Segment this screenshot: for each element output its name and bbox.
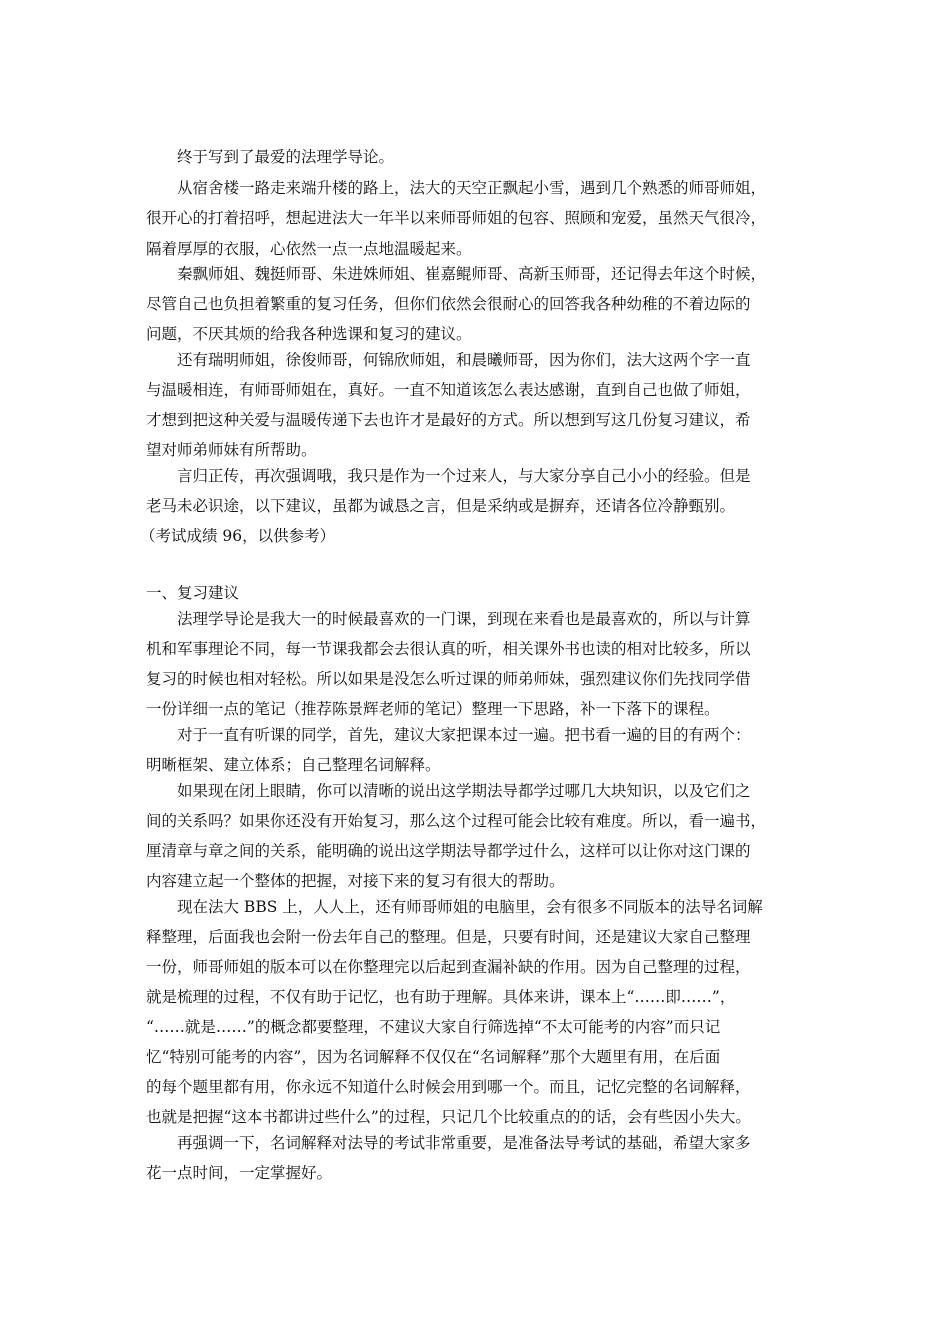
text-line: 一份，师哥师姐的版本可以在你整理完以后起到查漏补缺的作用。因为自己整理的过程， (146, 958, 751, 976)
text-line: 一份详细一点的笔记（推荐陈景辉老师的笔记）整理一下思路，补一下落下的课程。 (146, 700, 720, 718)
text-line: 忆“特别可能考的内容”，因为名词解释不仅仅在“名词解释”那个大题里有用，在后面 (146, 1048, 721, 1066)
text-line: （考试成绩 96，以供参考） (140, 527, 336, 545)
text-line: 如果现在闭上眼睛，你可以清晰的说出这学期法导都学过哪几大块知识，以及它们之 (177, 782, 751, 800)
text-line: 尽管自己也负担着繁重的复习任务，但你们依然会很耐心的回答我各种幼稚的不着边际的 (146, 295, 751, 313)
text-line: 现在法大 BBS 上，人人上，还有师哥师姐的电脑里，会有很多不同版本的法导名词解 (177, 898, 763, 916)
text-line: 内容建立起一个整体的把握，对接下来的复习有很大的帮助。 (146, 872, 565, 890)
text-line: 法理学导论是我大一的时候最喜欢的一门课，到现在来看也是最喜欢的，所以与计算 (177, 610, 751, 628)
text-line: 终于写到了最爱的法理学导论。 (177, 148, 395, 166)
text-line: 隔着厚厚的衣服，心依然一点一点地温暖起来。 (146, 240, 472, 258)
text-line: 释整理，后面我也会附一份去年自己的整理。但是，只要有时间，还是建议大家自己整理 (146, 928, 751, 946)
text-line: 言归正传，再次强调哦，我只是作为一个过来人，与大家分享自己小小的经验。但是 (177, 467, 751, 485)
text-line: 才想到把这种关爱与温暖传递下去也许才是最好的方式。所以想到写这几份复习建议，希 (146, 411, 751, 429)
text-line: 机和军事理论不同，每一节课我都会去很认真的听，相关课外书也读的相对比较多，所以 (146, 640, 751, 658)
text-line: “……就是……”的概念都要整理，不建议大家自行筛选掉“不太可能考的内容”而只记 (146, 1018, 721, 1036)
text-line: 花一点时间，一定掌握好。 (146, 1164, 333, 1182)
text-line: 望对师弟师妹有所帮助。 (146, 441, 317, 459)
text-line: 与温暖相连，有师哥师姐在，真好。一直不知道该怎么表达感谢，直到自己也做了师姐， (146, 381, 751, 399)
text-line: 很开心的打着招呼，想起进法大一年半以来师哥师姐的包容、照顾和宠爱，虽然天气很冷， (146, 209, 767, 227)
text-line: 再强调一下，名词解释对法导的考试非常重要，是准备法导考试的基础，希望大家多 (177, 1134, 751, 1152)
text-line: 就是梳理的过程，不仅有助于记忆，也有助于理解。具体来讲，课本上“……即……”， (146, 988, 736, 1006)
text-line: 也就是把握“这本书都讲过些什么”的过程，只记几个比较重点的的话，会有些因小失大。 (146, 1108, 751, 1126)
text-line: 老马未必识途，以下建议，虽都为诚恳之言，但是采纳或是摒弃，还请各位冷静甄别。 (146, 497, 736, 515)
text-line: 明晰框架、建立体系；自己整理名词解释。 (146, 756, 441, 774)
text-line: 间的关系吗？如果你还没有开始复习，那么这个过程可能会比较有难度。所以，看一遍书， (146, 812, 767, 830)
text-line: 复习的时候也相对轻松。所以如果是没怎么听过课的师弟师妹，强烈建议你们先找同学借 (146, 670, 751, 688)
section-heading: 一、复习建议 (146, 584, 240, 602)
text-line: 的每个题里都有用，你永远不知道什么时候会用到哪一个。而且，记忆完整的名词解释， (146, 1078, 751, 1096)
text-line: 厘清章与章之间的关系，能明确的说出这学期法导都学过什么，这样可以让你对这门课的 (146, 842, 751, 860)
text-line: 对于一直有听课的同学，首先，建议大家把课本过一遍。把书看一遍的目的有两个： (177, 726, 751, 744)
text-line: 从宿舍楼一路走来端升楼的路上，法大的天空正飘起小雪，遇到几个熟悉的师哥师姐， (177, 179, 767, 197)
text-line: 问题，不厌其烦的给我各种选课和复习的建议。 (146, 325, 472, 343)
text-line: 秦飘师姐、魏挺师哥、朱进姝师姐、崔嘉鲲师哥、高新玉师哥，还记得去年这个时候， (177, 265, 767, 283)
text-line: 还有瑞明师姐，徐俊师哥，何锦欣师姐，和晨曦师哥，因为你们，法大这两个字一直 (177, 351, 751, 369)
